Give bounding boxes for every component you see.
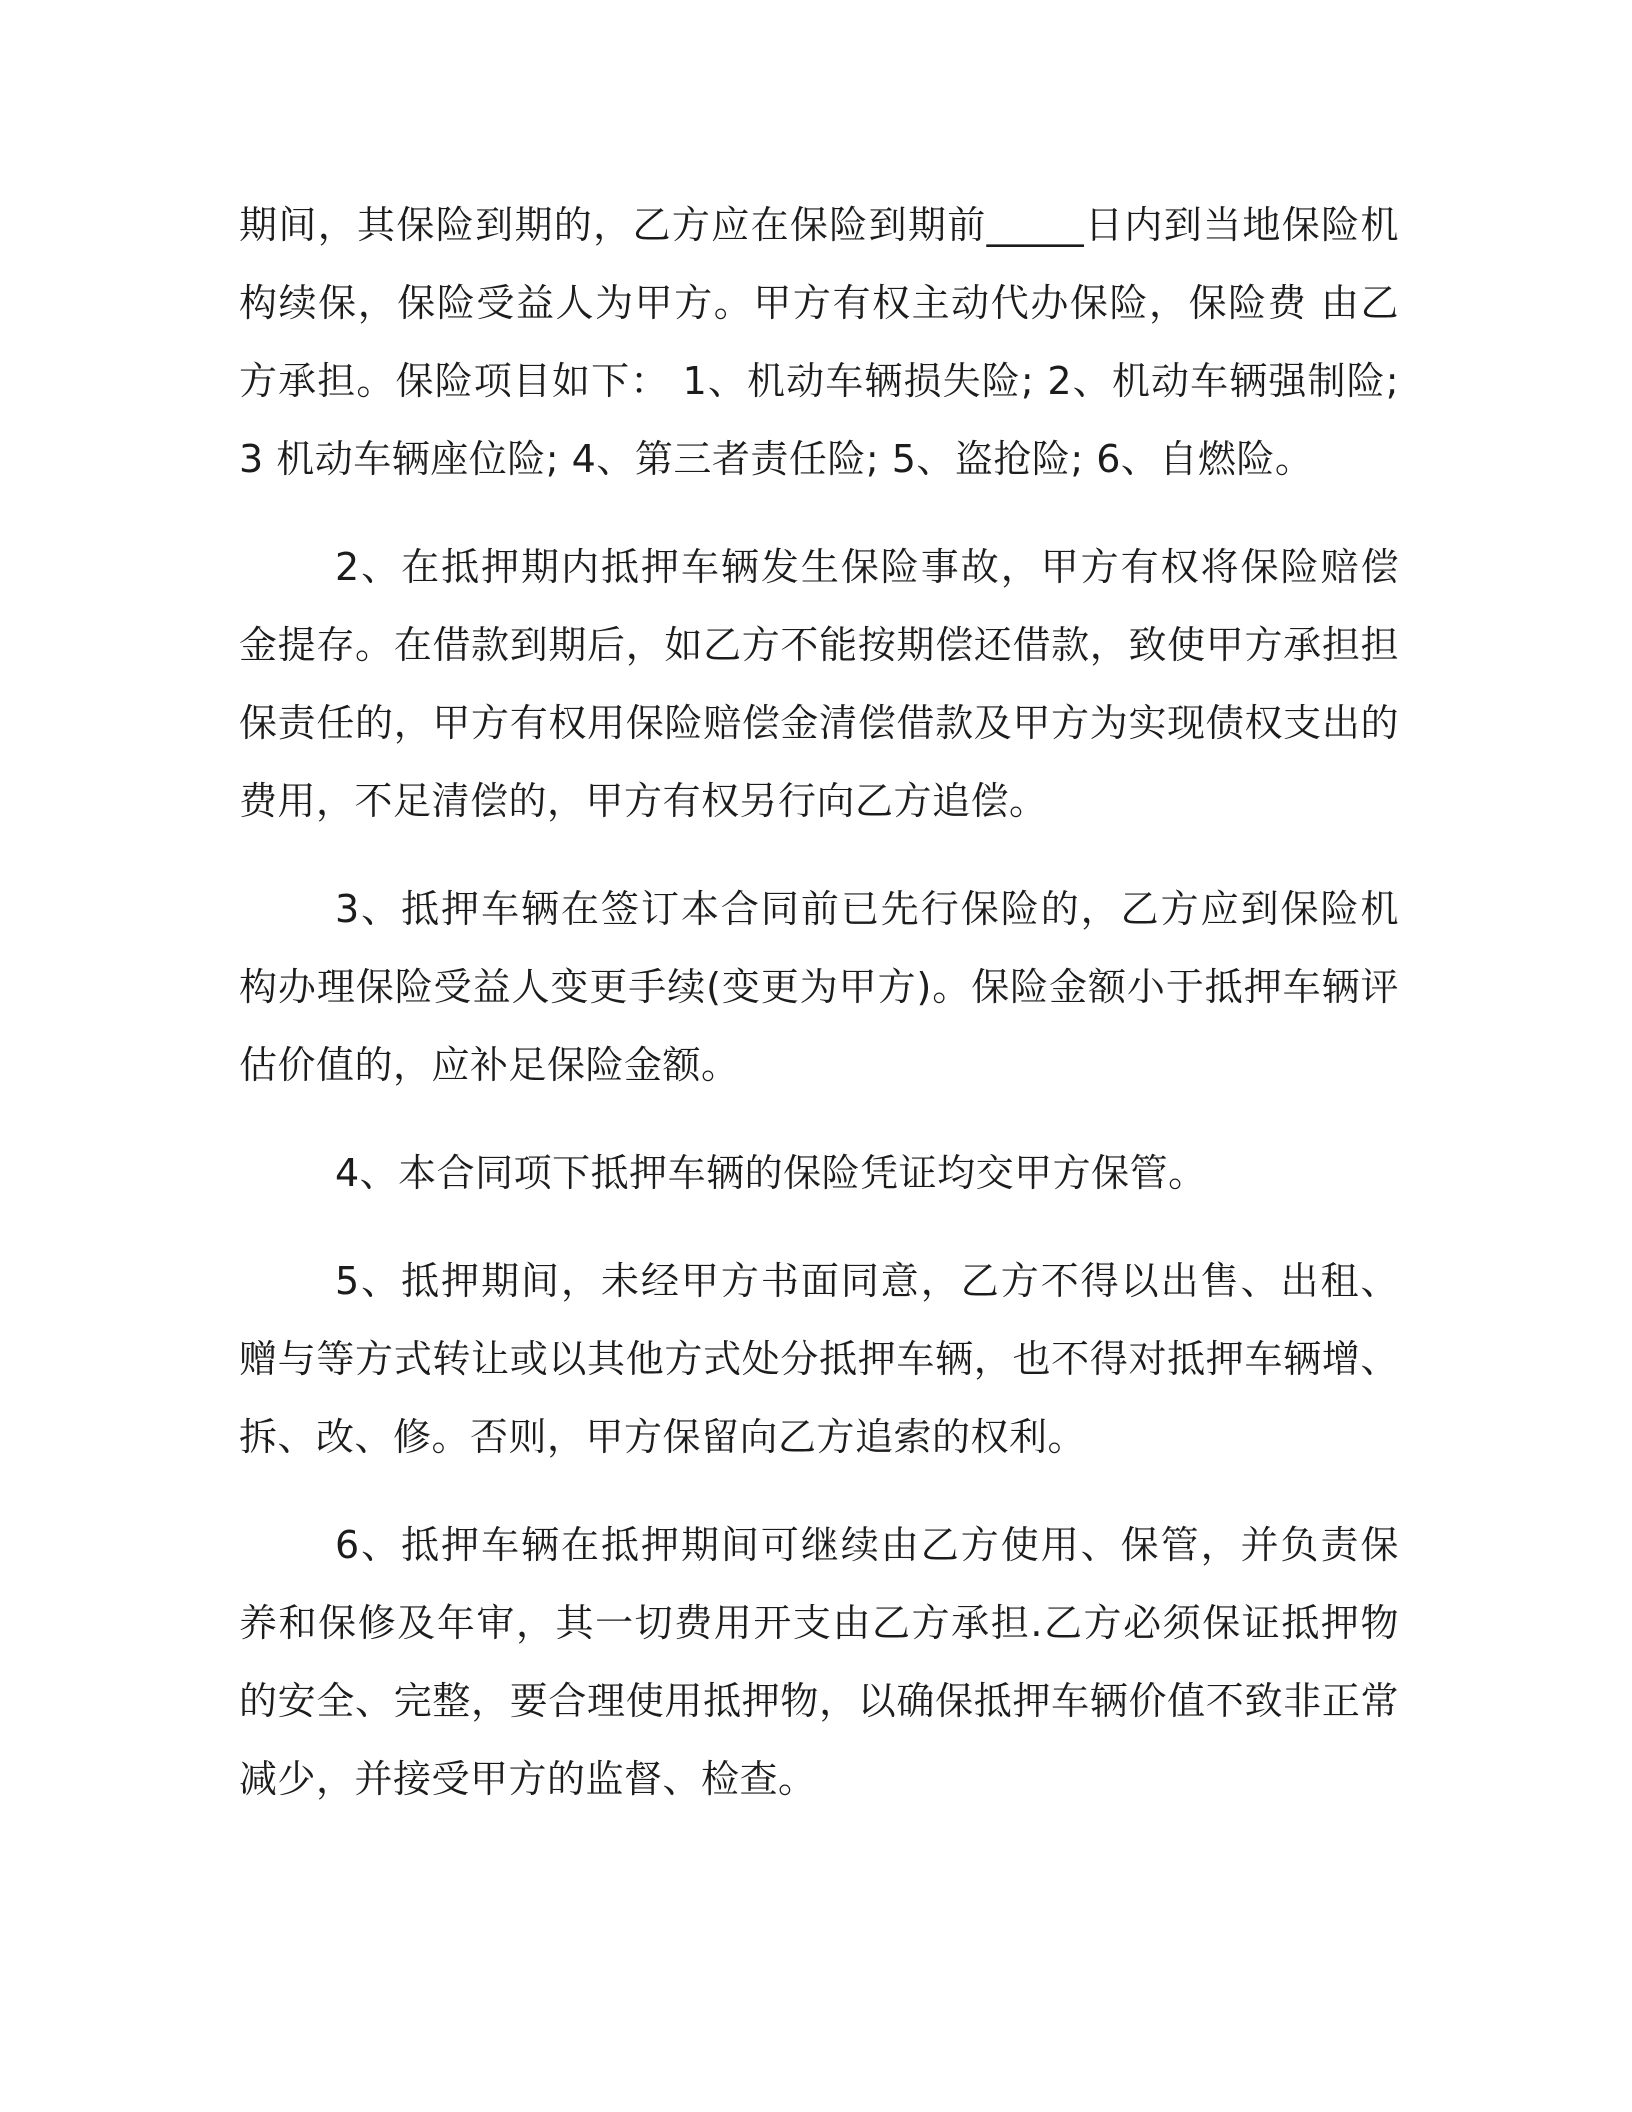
- paragraph-clause-2: 2、在抵押期内抵押车辆发生保险事故，甲方有权将保险赔偿金提存。在借款到期后，如乙方不能按期偿还借款，致使甲方承担担保责任的，甲方有权用保险赔偿金清偿借款及甲方为实现债权支出的费用，不足清偿的，甲方有权另行向乙方追偿。: [239, 545, 1399, 823]
- document-body: [239, 186, 1399, 1818]
- paragraph-clause-6: 6、抵押车辆在抵押期间可继续由乙方使用、保管，并负责保养和保修及年审，其一切费用开支由乙方承担.乙方必须保证抵押物的安全、完整，要合理使用抵押物，以确保抵押车辆价值不致非正常减少，并接受甲方的监督、检查。: [239, 1523, 1399, 1801]
- paragraph-clause-4: 4、本合同项下抵押车辆的保险凭证均交甲方保管。: [335, 1151, 1207, 1195]
- paragraph-continuation: 期间，其保险到期的，乙方应在保险到期前_____日内到当地保险机构续保，保险受益人为甲方。甲方有权主动代办保险，保险费 由乙方承担。保险项目如下： 1、机动车辆损失险; 2、机动车辆强制险; 3 机动车辆座位险; 4、第三者责任险; 5、盗抢险; 6、自燃险。: [239, 203, 1399, 481]
- paragraph-clause-3: 3、抵押车辆在签订本合同前已先行保险的，乙方应到保险机构办理保险受益人变更手续(变更为甲方)。保险金额小于抵押车辆评估价值的，应补足保险金额。: [239, 887, 1399, 1087]
- paragraph-clause-5: 5、抵押期间，未经甲方书面同意，乙方不得以出售、出租、赠与等方式转让或以其他方式处分抵押车辆，也不得对抵押车辆增、拆、改、修。否则，甲方保留向乙方追索的权利。: [239, 1259, 1399, 1459]
